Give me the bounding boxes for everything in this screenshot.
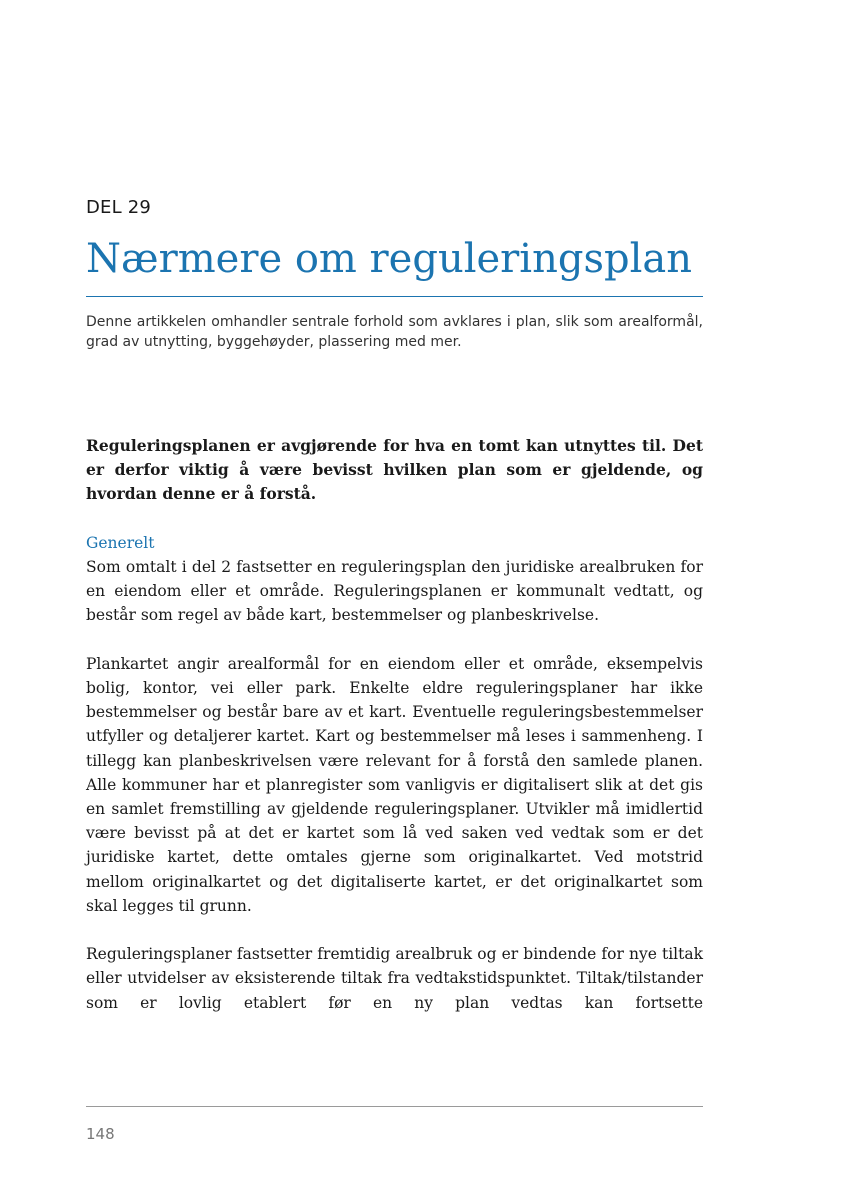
body-paragraph: Som omtalt i del 2 fastsetter en reguleringsplan den juridiske arealbruken for en eiendom eller et område. Reguleringsplanen er kommunalt vedtatt, og består som regel av både kart, bestemmelser og planbeskrivelse. [86,558,703,625]
body-paragraph: Plankartet angir arealformål for en eiendom eller et område, eksempelvis bolig, kontor, vei eller park. Enkelte eldre reguleringsplaner har ikke bestemmelser og består bare av et kart. Eventuelle reguleringsbestemmelser utfyller og detaljerer kartet. Kart og bestemmelser må leses i sammenheng. I tillegg kan planbeskrivelsen være relevant for å forstå den samlede planen. Alle kommuner har et planregister som vanligvis er digitalisert slik at det gis en samlet fremstilling av gjeldende reguleringsplaner. Utvikler må imidlertid være bevisst på at det er kartet som lå ved saken ved vedtak som er det juridiske kartet, dette omtales gjerne som originalkartet. Ved motstrid mellom originalkartet og det digitaliserte kartet, er det originalkartet som skal legges til grunn. [86,654,703,915]
intro-paragraph: Reguleringsplanen er avgjørende for hva en tomt kan utnyttes til. Det er derfor viktig å være bevisst hvilken plan som er gjeldende, og hvordan denne er å forstå. [86,436,703,504]
paragraph-spacer [86,628,703,652]
paragraph-spacer [86,507,703,531]
footer-divider [86,1106,703,1107]
document-page [86,0,703,1200]
page-number: 148 [86,1125,115,1143]
body-paragraph: Reguleringsplaner fastsetter fremtidig arealbruk og er bindende for nye tiltak eller utvidelser av eksisterende tiltak fra vedtakstidspunktet. Tiltak/tilstander som er lovlig etablert før en ny plan vedtas kan fortsette [86,945,703,1012]
article-body [86,434,703,1015]
title-divider [86,296,703,297]
section-heading: Generelt [86,533,155,552]
lead-paragraph: Denne artikkelen omhandler sentrale forhold som avklares i plan, slik som arealformål, grad av utnytting, byggehøyder, plassering med mer. [86,314,703,350]
paragraph-spacer [86,918,703,942]
part-label: DEL 29 [86,197,152,218]
page-title: Nærmere om reguleringsplan [86,236,692,282]
